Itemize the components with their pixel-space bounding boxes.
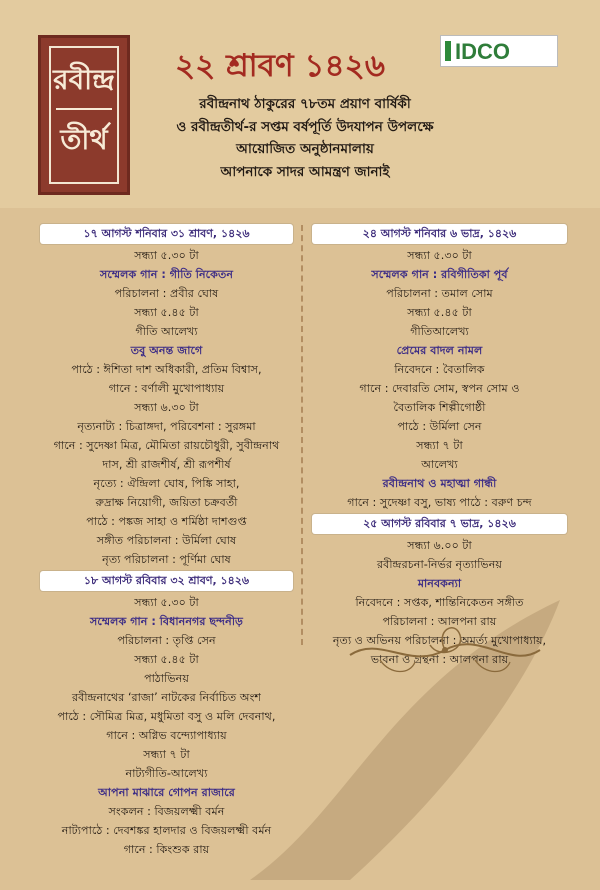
schedule-line: নৃত্যে : ঐন্দ্রিলা ঘোষ, পিঙ্কি সাহা, [93,477,240,490]
date-heading: ২৪ আগস্ট শনিবার ৬ ভাদ্র, ১৪২৬ [312,224,567,244]
schedule-line: রবীন্দ্রনাথের ‘রাজা’ নাটকের নির্বাচিত অংশ [71,691,262,704]
schedule-line: আলেখ্য [421,458,458,471]
schedule-line: পরিচালনা : তৃপ্তি সেন [117,634,216,647]
schedule-line: নৃত্যনাট্য : চিত্রাঙ্গদা, পরিবেশনা : সুরঙ্গমা [77,420,256,433]
intro-line: আয়োজিত অনুষ্ঠানমালায় [236,141,374,157]
schedule-line: ভাবনা ও গ্রন্থনা : আলপনা রায় [370,653,509,666]
schedule-line: গানে : অগ্নিভ বন্দ্যোপাধ্যায় [106,729,227,742]
program-title: সম্মেলক গান : বিধাননগর ছন্দনীড় [89,615,244,628]
schedule-line: নাট্যগীতি-আলেখ্য [125,767,208,780]
program-title: প্রেমের বাদল নামল [396,344,483,357]
invitation-text [140,93,470,183]
logo-line1: রবীন্দ্র [53,63,115,96]
schedule-line: সন্ধ্যা ৭ টা [416,439,463,452]
schedule-line: সন্ধ্যা ৫.৩০ টা [407,249,472,262]
schedule-line: রুদ্রাক্ষ নিয়োগী, জয়িতা চক্রবর্তী [95,496,238,509]
intro-line: রবীন্দ্রনাথ ঠাকুরের ৭৮তম প্রয়াণ বার্ষিকী [199,96,411,112]
schedule-line: সন্ধ্যা ৫.৪৫ টা [134,306,199,319]
date-heading: ১৭ আগস্ট শনিবার ৩১ শ্রাবণ, ১৪২৬ [40,224,293,244]
program-title: সম্মেলক গান : গীতি নিকেতন [99,268,234,281]
date-heading: ১৮ আগস্ট রবিবার ৩২ শ্রাবণ, ১৪২৬ [40,571,293,591]
schedule-line: গানে : বর্ণালী মুখোপাধ্যায় [108,382,225,395]
schedule-line: পাঠে : ঈশিতা দাশ অধিকারী, প্রতিম বিশ্বাস, [71,363,262,376]
intro-line: ও রবীন্দ্রতীর্থ-র সপ্তম বর্ষপূর্তি উদযাপন উপলক্ষে [176,118,434,135]
page-title: ২২ শ্রাবণ ১৪২৬ [175,48,385,84]
column-divider [301,225,303,645]
program-title: তবু অনন্ত জাগে [130,344,203,357]
schedule-line: নিবেদনে : বৈতালিক [394,363,485,376]
program-title: রবীন্দ্রনাথ ও মহাত্মা গান্ধী [382,477,497,490]
ornamental-flourish-icon [340,600,550,690]
program-title: সম্মেলক গান : রবিগীতিকা পূর্ব [371,268,508,281]
schedule-left-column [40,222,293,859]
program-title: আপনা মাঝারে গোপন রাজারে [98,786,235,799]
schedule-line: বৈতালিক শিল্পীগোষ্ঠী [393,401,486,414]
schedule-line: পরিচালনা : আলপনা রায় [382,615,497,628]
schedule-line: নৃত্য পরিচালনা : পূর্ণিমা ঘোষ [102,553,231,566]
schedule-line: সন্ধ্যা ৫.৪৫ টা [407,306,472,319]
rabindra-tirtha-logo [38,35,130,195]
idco-green-bar [445,41,451,61]
header [0,0,600,208]
schedule-line: রবীন্দ্ররচনা-নির্ভর নৃত্যাভিনয় [376,558,503,571]
schedule-line: গীতি আলেখ্য [135,325,198,338]
schedule-line: নাট্যপাঠে : দেবশঙ্কর হালদার ও বিজয়লক্ষ্মী বর্মন [61,824,272,837]
schedule-line: সঙ্গীত পরিচালনা : উর্মিলা ঘোষ [96,534,237,547]
schedule-line: সন্ধ্যা ৫.৩০ টা [134,249,199,262]
schedule-line: গীতিআলেখ্য [410,325,469,338]
schedule-line: সন্ধ্যা ৫.৪৫ টা [134,653,199,666]
schedule-line: দাস, শ্রী রাজশীর্ষ, শ্রী রূপশীর্ষ [102,458,231,471]
schedule-line: পাঠাভিনয় [144,672,189,685]
schedule-line: পাঠে : উর্মিলা সেন [397,420,482,433]
logo-divider [56,108,111,110]
schedule-line: নিবেদনে : সপ্তক, শান্তিনিকেতন সঙ্গীত [355,596,524,609]
schedule-line: গানে : দেবারতি সোম, স্বপন সোম ও [359,382,520,395]
schedule-line: সংকলন : বিজয়লক্ষ্মী বর্মন [108,805,225,818]
schedule-line: সন্ধ্যা ৬.৩০ টা [134,401,199,414]
schedule-line: পাঠে : সৌমিত্র মিত্র, মধুমিতা বসু ও মলি দেবনাথ, [57,710,276,723]
program-title: মানবকন্যা [417,577,462,590]
schedule-line: গানে : কিংশুক রায় [123,843,210,856]
schedule-line: পরিচালনা : তমাল সোম [386,287,493,300]
schedule-line: নৃত্য ও অভিনয় পরিচালনা : অমর্ত্য মুখোপাধ্যায়, [332,634,547,647]
schedule-line: গানে : সুদেষ্ণা বসু, ভাষ্য পাঠে : বরুণ চন্দ [347,496,532,509]
schedule-line: গানে : সুদেষ্ণা মিত্র, মৌমিতা রায়চৌধুরী, সুবীন্দ্রনাথ [53,439,280,452]
schedule-line: পরিচালনা : প্রবীর ঘোষ [114,287,219,300]
schedule-line: সন্ধ্যা ৬.০০ টা [407,539,472,552]
date-heading: ২৫ আগস্ট রবিবার ৭ ভাদ্র, ১৪২৬ [312,514,567,534]
schedule-line: পাঠে : পঙ্কজ সাহা ও শর্মিষ্ঠা দাশগুপ্ত [86,515,247,528]
schedule-line: সন্ধ্যা ৭ টা [143,748,190,761]
schedule-line: সন্ধ্যা ৫.৩০ টা [134,596,199,609]
idco-logo [440,35,558,67]
logo-line2: তীর্থ [60,123,108,156]
idco-name: IDCO [455,39,510,64]
intro-line: আপনাকে সাদর আমন্ত্রণ জানাই [220,163,390,180]
